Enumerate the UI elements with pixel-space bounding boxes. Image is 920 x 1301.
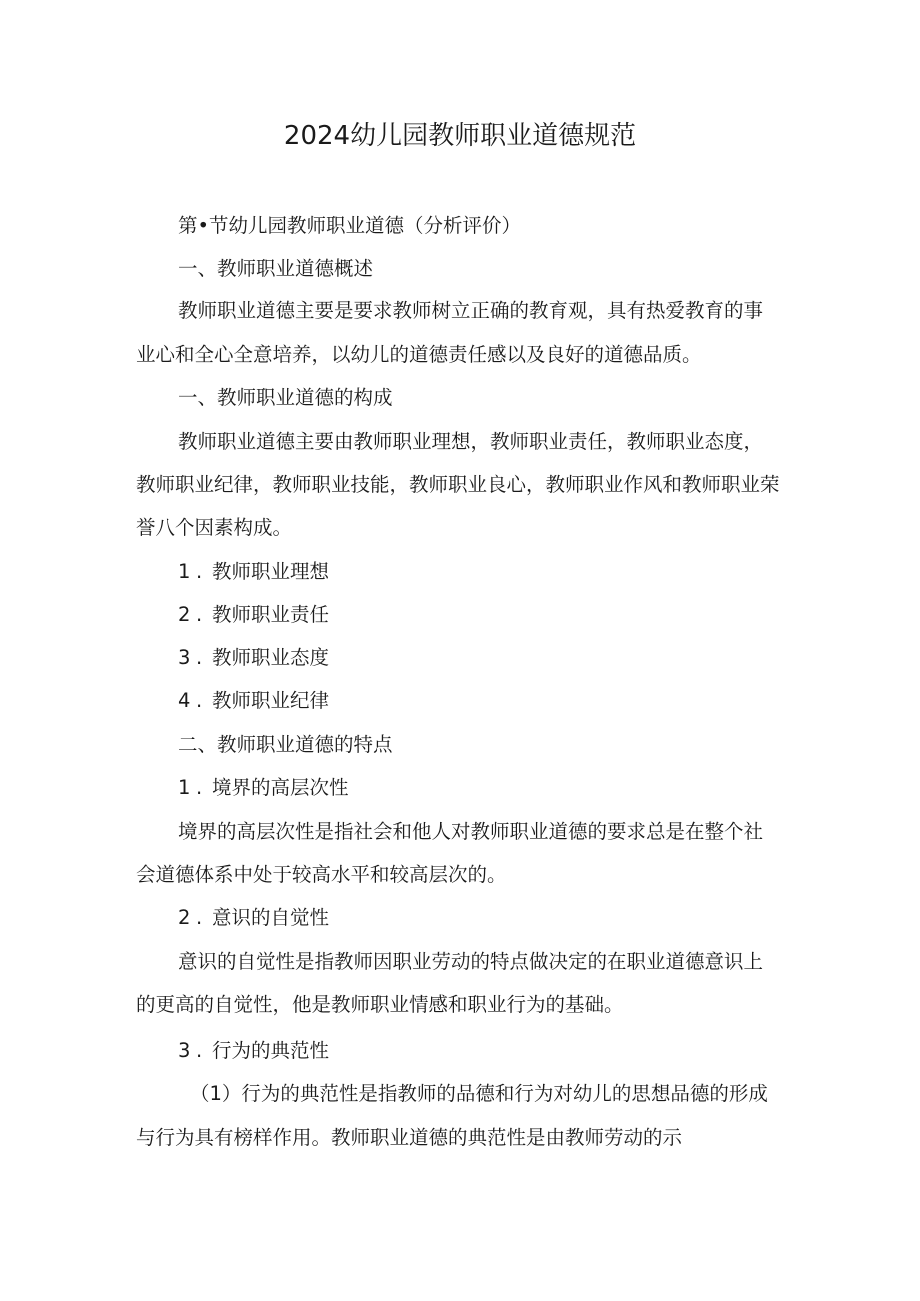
feature-separator: . <box>196 776 203 799</box>
list-item <box>178 645 329 671</box>
paragraph-line: 誉八个因素构成。 <box>136 516 293 539</box>
paragraph-line: 教师职业道德主要由教师职业理想，教师职业责任，教师职业态度， <box>178 430 764 453</box>
list-item-number: 2 <box>178 603 191 626</box>
list-item-number: 4 <box>178 689 191 712</box>
list-item <box>178 688 329 714</box>
list-item-text: 教师职业理想 <box>212 560 330 583</box>
feature-heading <box>178 775 349 801</box>
list-item-separator: . <box>196 560 203 583</box>
list-item <box>178 602 329 628</box>
paragraph-line: 教师职业纪律，教师职业技能，教师职业良心，教师职业作风和教师职业荣 <box>136 473 780 496</box>
feature-number: 3 <box>178 1039 191 1062</box>
document-title: 2024幼儿园教师职业道德规范 <box>283 121 637 151</box>
list-item-text: 教师职业态度 <box>212 646 330 669</box>
paragraph-line: 意识的自觉性是指教师因职业劳动的特点做决定的在职业道德意识上 <box>178 950 764 973</box>
list-item-text: 教师职业纪律 <box>212 689 330 712</box>
feature-heading <box>178 1038 329 1064</box>
list-item-separator: . <box>196 646 203 669</box>
list-item-number: 1 <box>178 560 191 583</box>
list-item <box>178 559 329 585</box>
section-heading: 第•节幼儿园教师职业道德（分析评价） <box>178 214 522 237</box>
feature-title: 行为的典范性 <box>212 1039 330 1062</box>
paragraph-line: （1）行为的典范性是指教师的品德和行为对幼儿的思想品德的形成 <box>190 1082 768 1105</box>
heading-features: 二、教师职业道德的特点 <box>178 733 393 756</box>
list-item-number: 3 <box>178 646 191 669</box>
feature-separator: . <box>196 1039 203 1062</box>
feature-number: 1 <box>178 776 191 799</box>
paragraph-line: 境界的高层次性是指社会和他人对教师职业道德的要求总是在整个社 <box>178 820 764 843</box>
paragraph-line: 业心和全心全意培养，以幼儿的道德责任感以及良好的道德品质。 <box>136 343 702 366</box>
feature-title: 意识的自觉性 <box>212 906 330 929</box>
heading-overview: 一、教师职业道德概述 <box>178 257 374 280</box>
list-item-separator: . <box>196 689 203 712</box>
paragraph-line: 会道德体系中处于较高水平和较高层次的。 <box>136 863 507 886</box>
heading-composition: 一、教师职业道德的构成 <box>178 386 393 409</box>
paragraph-line: 与行为具有榜样作用。教师职业道德的典范性是由教师劳动的示 <box>136 1126 683 1149</box>
feature-separator: . <box>196 906 203 929</box>
list-item-text: 教师职业责任 <box>212 603 330 626</box>
paragraph-line: 教师职业道德主要是要求教师树立正确的教育观，具有热爱教育的事 <box>178 299 764 322</box>
paragraph-line: 的更高的自觉性，他是教师职业情感和职业行为的基础。 <box>136 993 624 1016</box>
feature-number: 2 <box>178 906 191 929</box>
feature-heading <box>178 905 329 931</box>
feature-title: 境界的高层次性 <box>212 776 349 799</box>
list-item-separator: . <box>196 603 203 626</box>
